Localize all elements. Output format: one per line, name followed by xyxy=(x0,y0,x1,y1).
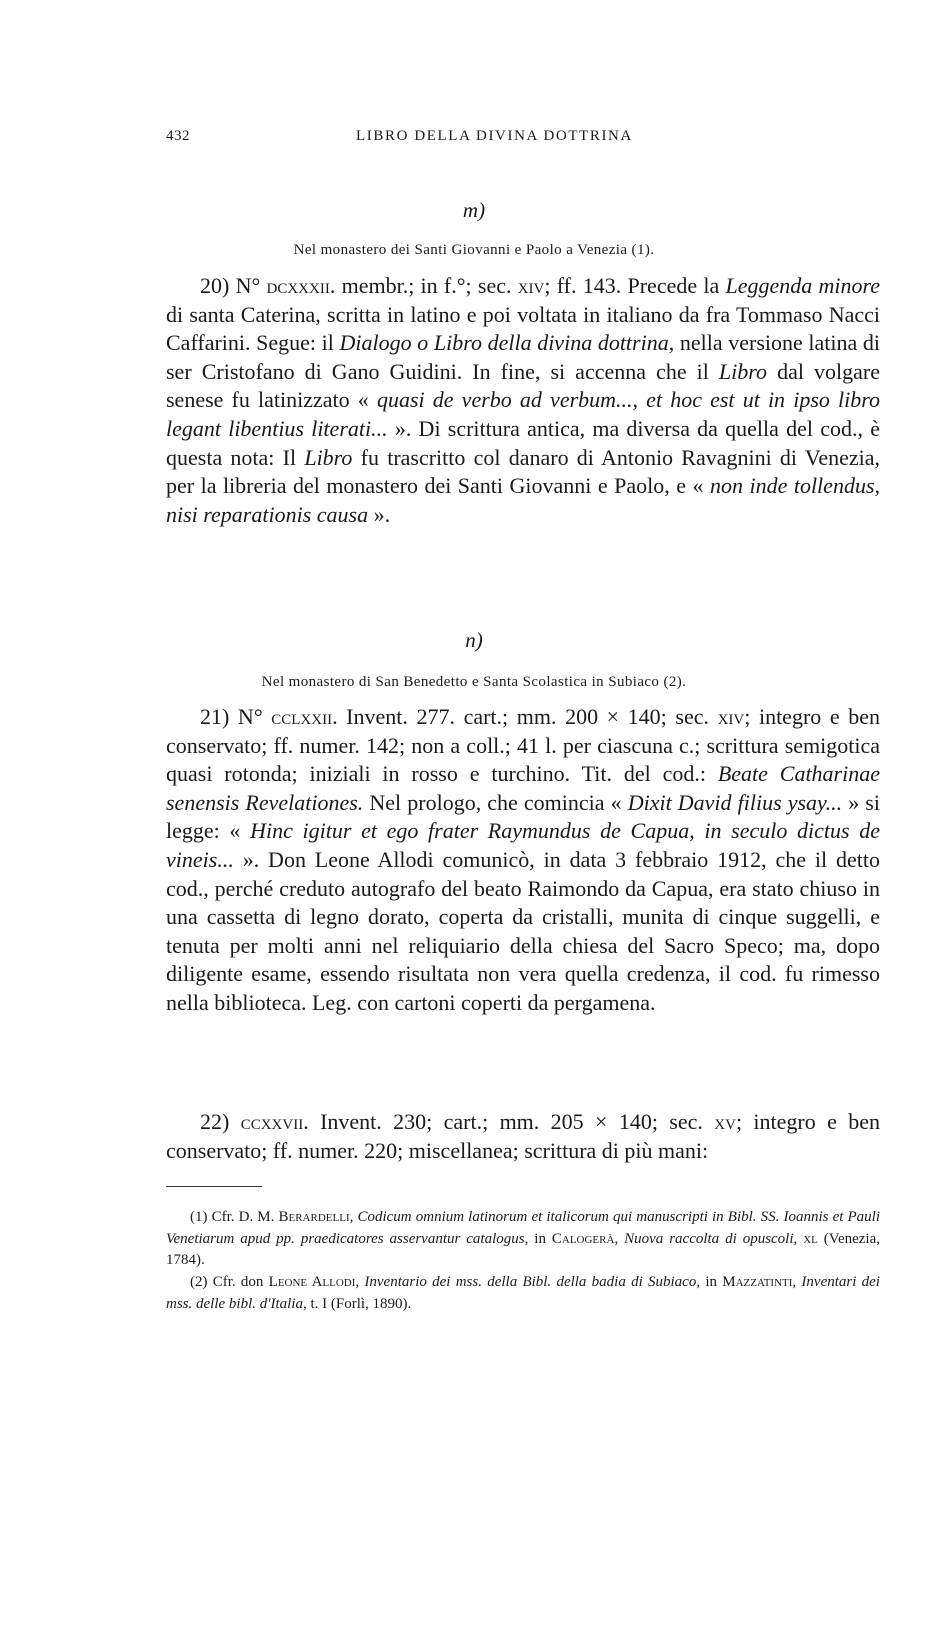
section-heading-m: m) xyxy=(462,198,486,222)
footnote-1: (1) Cfr. D. M. Berardelli, Codicum omnium latinorum et italicorum qui manuscripti in Bibl. SS. Ioannis et Pauli Venetiarum apud pp. praedicatores asservantur catalogus, in Calogerà, Nuova raccolta di opuscoli, xl (Venezia, 1784). xyxy=(166,1209,881,1269)
entry-21: 21) N° cclxxii. Invent. 277. cart.; mm. 200 × 140; sec. xiv; integro e ben conservato; ff. numer. 142; non a coll.; 41 l. per ciascuna c.; scrittura semigotica quasi rotonda; iniziali in rosso e turchino. Tit. del cod.: Beate Catharinae senensis Revelationes. Nel prologo, che comincia « Dixit David filius ysay... » si legge: « Hinc igitur et ego frater Raymundus de Capua, in seculo dictus de vineis... ». Don Leone Allodi comunicò, in data 3 febbraio 1912, che il detto cod., perché creduto autografo del beato Raimondo da Capua, era stato chiuso in una cassetta di legno dorato, coperta da cristalli, munita di cinque suggelli, e tenuta per molti anni nel reliquiario della chiesa del Sacro Speco; ma, dopo diligente esame, essendo risultata non vera quella credenza, il cod. fu rimesso nella biblioteca. Leg. con cartoni coperti da pergamena. xyxy=(166,704,881,1015)
footnote-2: (2) Cfr. don Leone Allodi, Inventario dei mss. della Bibl. della badia di Subiaco, in Mazzatinti, Inventari dei mss. delle bibl. d'Italia, t. I (Forlì, 1890). xyxy=(166,1274,880,1312)
section-subtitle-m: Nel monastero dei Santi Giovanni e Paolo a Venezia (1). xyxy=(293,242,655,258)
entry-22: 22) ccxxvii. Invent. 230; cart.; mm. 205 × 140; sec. xv; integro e ben conservato; ff. numer. 220; miscellanea; scrittura di più mani: xyxy=(166,1109,881,1163)
section-heading-n: n) xyxy=(465,628,483,652)
footnote-rule xyxy=(166,1186,262,1187)
running-title: LIBRO DELLA DIVINA DOTTRINA xyxy=(356,128,633,144)
entry-20: 20) N° dcxxxii. membr.; in f.°; sec. xiv; ff. 143. Precede la Leggenda minore di santa Caterina, scritta in latino e poi voltata in italiano da fra Tommaso Nacci Caffarini. Segue: il Dialogo o Libro della divina dottrina, nella versione latina di ser Cristofano di Gano Guidini. In fine, si accenna che il Libro dal volgare senese fu latinizzato « quasi de verbo ad verbum..., et hoc est ut in ipso libro legant libentius literati... ». Di scrittura antica, ma diversa da quella del cod., è questa nota: Il Libro fu trascritto col danaro di Antonio Ravagnini di Venezia, per la libreria del monastero dei Santi Giovanni e Paolo, e « non inde tollendus, nisi reparationis causa ». xyxy=(166,273,881,527)
page-number: 432 xyxy=(166,128,190,144)
section-subtitle-n: Nel monastero di San Benedetto e Santa Scolastica in Subiaco (2). xyxy=(261,674,687,690)
running-header xyxy=(166,128,882,154)
